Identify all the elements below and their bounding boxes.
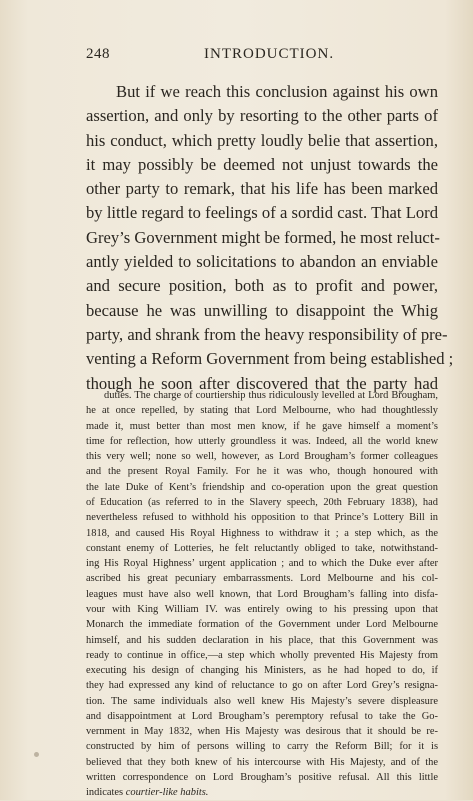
- main-text-line: it may possibly be deemed not unjust towards the: [86, 154, 438, 174]
- footnote-line: made it, must better than most men know, if he gave himself a moment’s: [86, 420, 438, 432]
- footnote-line: constant enemy of Lotteries, he felt reluctantly obliged to take, notwithstand-: [86, 542, 438, 554]
- main-paragraph: [86, 80, 454, 396]
- footnote-line: the late Duke of Kent’s friendship and co-operation upon the great question: [86, 481, 438, 493]
- main-text-line: But if we reach this conclusion against his own: [116, 82, 438, 101]
- main-text-line: because he was unwilling to disappoint the Whig: [86, 300, 438, 320]
- footnote-line: nevertheless refused to withhold his opposition to that Prince’s Lottery Bill in: [86, 512, 438, 524]
- footnote-line-text: indicates: [86, 787, 126, 799]
- main-text-line: by little regard to feelings of a sordid cast. That Lord: [86, 203, 438, 223]
- footnote-line: himself, and his sudden declaration in his place, that this Government was: [86, 634, 438, 646]
- footnote-line: ready to continue in office,—a step which wholly prevented His Majesty from: [86, 649, 438, 661]
- footnote-line: duties. The charge of courtiership thus ridiculously levelled at Lord Brougham,: [104, 390, 438, 401]
- footnote-line: and disappointment at Lord Brougham’s peremptory refusal to take the Go-: [86, 710, 438, 722]
- footnote: [86, 388, 438, 801]
- main-text-line: antly yielded to solicitations to abandon an enviable: [86, 252, 438, 272]
- footnote-line: 1818, and caused His Royal Highness to withdraw it ; a step which, as the: [86, 527, 438, 539]
- footnote-line: time for reflection, how utterly groundless it was. Indeed, all the world knew: [86, 435, 438, 447]
- running-head: INTRODUCTION.: [204, 46, 335, 62]
- paper-spot: [34, 752, 39, 757]
- footnote-line: written correspondence on Lord Brougham’s positive refusal. All this little: [86, 772, 438, 784]
- main-text-line: his conduct, which pretty loudly belie that assertion,: [86, 130, 438, 150]
- main-text-line: venting a Reform Government from being established ;: [86, 349, 454, 369]
- footnote-line: vour with King William IV. was entirely owing to his pressing upon that: [86, 603, 438, 615]
- footnote-line: tion. The same individuals also well knew His Majesty’s severe displeasure: [86, 695, 438, 707]
- footnote-line: constructed by him of persons willing to carry the Reform Bill; for it is: [86, 741, 438, 753]
- footnote-line: and the present Royal Family. For he it was who, though honoured with: [86, 466, 438, 478]
- footnote-line: ing His Royal Highness’ urgent application ; and to which the Duke ever after: [86, 558, 438, 570]
- main-text-line: party, and shrank from the heavy responsibility of pre-: [86, 324, 448, 344]
- main-text-line: Grey’s Government might be formed, he most reluct-: [86, 227, 440, 247]
- main-text-line: assertion, and only by resorting to the other parts of: [86, 106, 438, 126]
- footnote-line: of Education (as referred to in the Slavery speech, 20th February 1838), had: [86, 496, 438, 508]
- footnote-line: he at once repelled, by stating that Lord Melbourne, who had thoughtlessly: [86, 405, 438, 417]
- page-number: 248: [86, 46, 110, 62]
- footnote-line: they had expressed any kind of reluctance to go on after Lord Grey’s resigna-: [86, 680, 438, 692]
- page-header: [86, 46, 437, 66]
- footnote-italic-phrase: courtier-like habits.: [125, 787, 209, 799]
- footnote-line: Monarch the immediate formation of the Government under Lord Melbourne: [86, 619, 438, 631]
- footnote-line: leagues must have also well known, that Lord Brougham’s falling into disfa-: [86, 588, 438, 600]
- footnote-line: believed that they both knew of his intercourse with His Majesty, and of the: [86, 756, 438, 768]
- footnote-line: ascribed his great pecuniary embarrassments. Lord Melbourne and his col-: [86, 573, 438, 585]
- footnote-line: vernment in May 1832, when His Majesty was desirous that it should be re-: [86, 726, 438, 738]
- footnote-line: this very well; none so well, however, as Lord Brougham’s former colleagues: [86, 451, 438, 463]
- main-text-line: though he soon after discovered that the party had: [86, 373, 438, 393]
- main-text-line: and secure position, both as to profit and power,: [86, 276, 438, 296]
- footnote-last-line: [86, 785, 438, 800]
- main-text-line: other party to remark, that his life has been marked: [86, 179, 438, 199]
- footnote-line: executing his design of changing his Ministers, as he had hoped to do, if: [86, 665, 438, 677]
